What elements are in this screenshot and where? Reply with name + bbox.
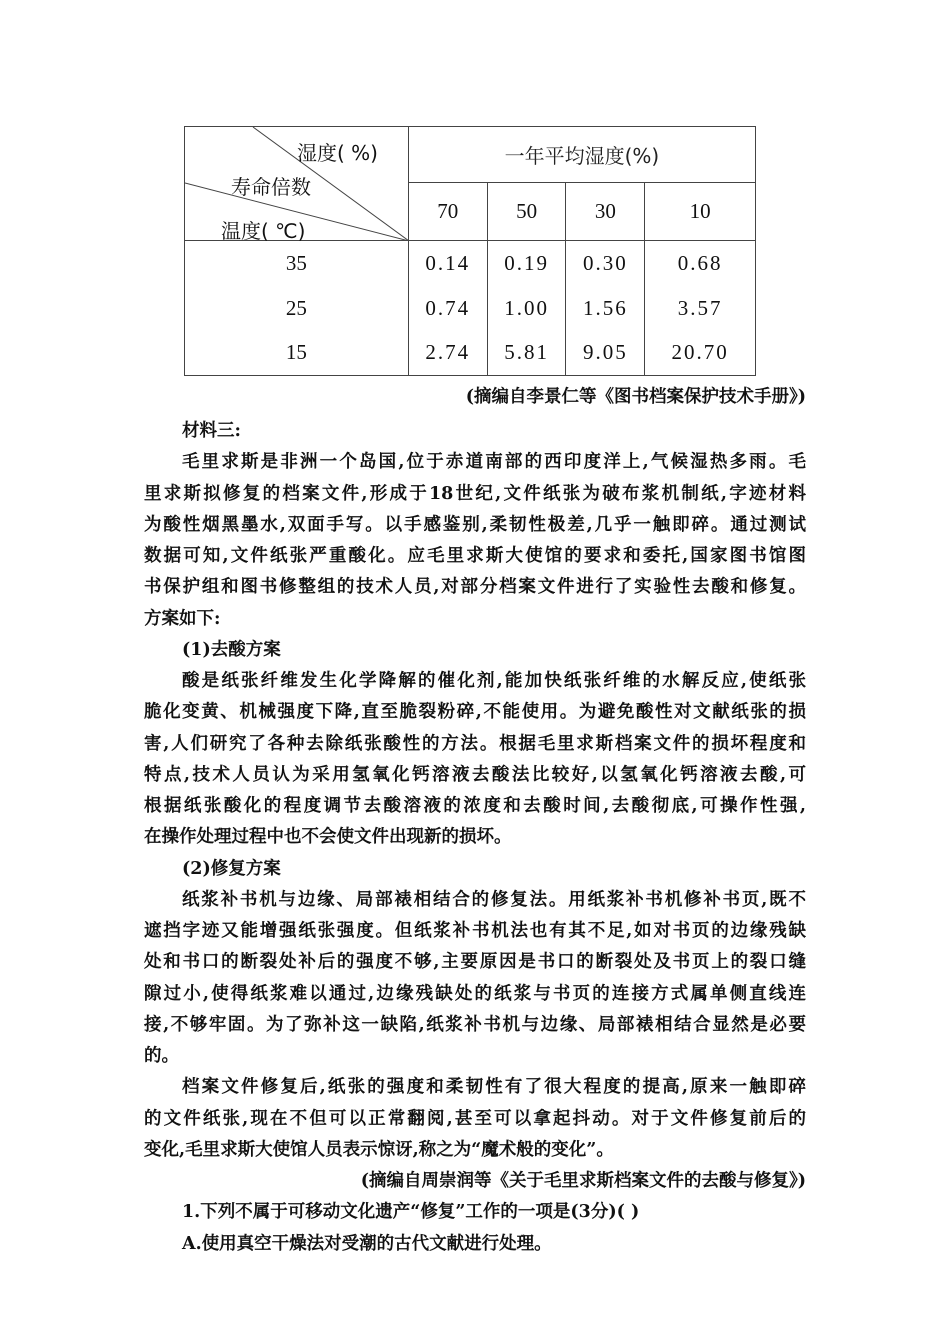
paragraph-line: 脆化变黄、机械强度下降,直至脆裂粉碎,不能使用。为避免酸性对文献纸张的损 [144,702,806,722]
paragraph-line: 在操作处理过程中也不会使文件出现新的损坏。 [144,827,512,847]
corner-temp-label: 温度( ℃) [221,219,306,243]
paragraph-line: 害,人们研究了各种去除纸张酸性的方法。根据毛里求斯档案文件的损坏程度和 [144,734,806,754]
paragraph-line: 隙过小,使得纸浆难以通过,边缘残缺处的纸浆与书页的连接方式属单侧直线连 [144,984,806,1004]
value-cell: 0.30 [566,241,645,286]
value-cell: 1.56 [566,286,645,331]
source-citation-2: (摘编自周崇润等《关于毛里求斯档案文件的去酸与修复》) [360,1171,806,1191]
humidity-col-10: 10 [645,183,756,241]
paragraph-line: 为酸性烟黑墨水,双面手写。以手感鉴别,柔韧性极差,几乎一触即碎。通过测试 [144,515,806,535]
value-cell: 0.68 [645,241,756,286]
paragraph-line: 接,不够牢固。为了弥补这一缺陷,纸浆补书机与边缘、局部裱相结合显然是必要 [144,1015,806,1035]
paragraph-line: 档案文件修复后,纸张的强度和柔韧性有了很大程度的提高,原来一触即碎 [182,1077,806,1097]
value-cell: 0.74 [408,286,487,331]
humidity-col-70: 70 [408,183,487,241]
temp-cell: 15 [185,331,409,376]
paragraph-line: 处和书口的断裂处补后的强度不够,主要原因是书口的断裂处及书页上的裂口缝 [144,952,806,972]
value-cell: 1.00 [487,286,566,331]
paragraph-line: 纸浆补书机与边缘、局部裱相结合的修复法。用纸浆补书机修补书页,既不 [182,890,806,910]
value-cell: 20.70 [645,331,756,376]
paragraph-line: 书保护组和图书修整组的技术人员,对部分档案文件进行了实验性去酸和修复。 [144,577,806,597]
table-row [185,241,756,286]
data-table [184,126,756,376]
paragraph-line: 遮挡字迹又能增强纸张强度。但纸浆补书机法也有其不足,如对书页的边缘残缺 [144,921,806,941]
corner-life-label: 寿命倍数 [231,175,311,199]
question-1-option-a: A.使用真空干燥法对受潮的古代文献进行处理。 [182,1234,552,1254]
corner-humidity-label: 湿度( %) [297,141,378,165]
question-1: 1.下列不属于可移动文化遗产“修复”工作的一项是(3分)( ) [182,1202,640,1222]
section-heading-repair: (2)修复方案 [182,859,281,879]
paragraph-line: 毛里求斯是非洲一个岛国,位于赤道南部的西印度洋上,气候湿热多雨。毛 [182,452,806,472]
paragraph-line: 根据纸张酸化的程度调节去酸溶液的浓度和去酸时间,去酸彻底,可操作性强, [144,796,806,816]
paragraph-line: 方案如下: [144,609,221,629]
humidity-col-50: 50 [487,183,566,241]
paragraph-line: 的文件纸张,现在不但可以正常翻阅,甚至可以拿起抖动。对于文件修复前后的 [144,1109,806,1129]
value-cell: 2.74 [408,331,487,376]
humidity-header: 一年平均湿度(%) [408,127,755,183]
paragraph-line: 特点,技术人员认为采用氢氧化钙溶液去酸法比较好,以氢氧化钙溶液去酸,可 [144,765,806,785]
value-cell: 0.19 [487,241,566,286]
source-citation-1: (摘编自李景仁等《图书档案保护技术手册》) [465,387,806,407]
table-row [185,286,756,331]
humidity-col-30: 30 [566,183,645,241]
value-cell: 9.05 [566,331,645,376]
paragraph-line: 酸是纸张纤维发生化学降解的催化剂,能加快纸张纤维的水解反应,使纸张 [182,671,806,691]
value-cell: 0.14 [408,241,487,286]
value-cell: 3.57 [645,286,756,331]
paragraph-line: 变化,毛里求斯大使馆人员表示惊讶,称之为“魔术般的变化”。 [144,1140,614,1160]
paragraph-line: 的。 [144,1046,179,1066]
table-corner-cell [185,127,409,241]
paragraph-line: 数据可知,文件纸张严重酸化。应毛里求斯大使馆的要求和委托,国家图书馆图 [144,546,806,566]
material3-heading: 材料三: [182,421,241,441]
paragraph-line: 里求斯拟修复的档案文件,形成于18世纪,文件纸张为破布浆机制纸,字迹材料 [144,484,806,504]
temp-cell: 35 [185,241,409,286]
table-row [185,331,756,376]
section-heading-deacid: (1)去酸方案 [182,640,281,660]
temp-cell: 25 [185,286,409,331]
value-cell: 5.81 [487,331,566,376]
